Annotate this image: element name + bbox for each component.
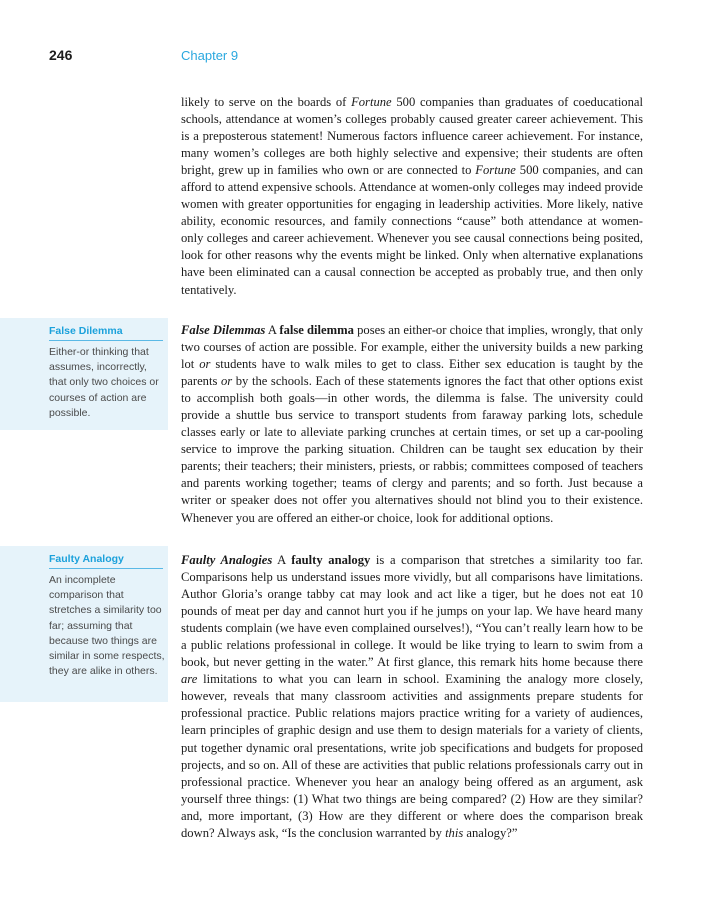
continued-paragraph: likely to serve on the boards of Fortune 500 companies than graduates of coeducational schools, attendance at women’s colleges probably caused greater career achievement. This is a preposterous statement! Numerous factors influence career achievement. For instance, many women’s colleges are both highly selective and expensive; their students are often bright, grew up in families who own or are connected to Fortune 500 companies, and can afford to attend expensive schools. Attendance at women-only colleges may indeed provide women with greater opportunities for engaging in leadership activities. More likely, native ability, economic resources, and family connections “cause” both attendance at women-only colleges and career achievement. Whenever you see causal connections being posited, look for other reasons why the events might be linked. Only when alternative explanations have been eliminated can a causal connection be accepted as probably true, and then only tentatively. [181, 95, 644, 297]
page-number: 246 [49, 47, 73, 63]
sidebar-definition: An incomplete comparison that stretches a similarity too far; assuming that because two things are similar in some respects, they are alike in others. [49, 574, 165, 678]
italic-fortune: Fortune [475, 163, 516, 178]
sidebar-false-dilemma [0, 318, 168, 430]
section-heading: False Dilemmas [181, 323, 266, 337]
italic-fortune: Fortune [351, 95, 392, 109]
sidebar-definition: Either-or thinking that assumes, incorrectly, that only two choices or courses of action are possible. [49, 346, 159, 419]
key-term: faulty analogy [291, 553, 371, 567]
sidebar-term-title: Faulty Analogy [49, 553, 163, 569]
section-heading: Faulty Analogies [181, 553, 273, 567]
page-header [49, 47, 689, 67]
key-term: false dilemma [279, 323, 354, 337]
false-dilemma-paragraph: False Dilemmas A false dilemma poses an either-or choice that implies, wrongly, that only two courses of action are possible. For example, either the university builds a new parking lot or students have to walk miles to get to class. Either sex education is taught by the parents or by the schools. Each of these statements ignores the fact that other options exist to accomplish both goals—in other words, the dilemma is false. The university could provide a shuttle bus service to transport students from faraway parking lots, schedule classes early or late to alleviate parking crunches at certain times, or set up a car-pooling service to improve the parking situation. Children can be taught sex education by their parents; their teachers; their ministers, priests, or rabbis; committees composed of teachers and parents working together; teams of clergy and parents; and so forth. Just because a writer or speaker does not offer you alternatives should not blind you to their existence. Whenever you are offered an either-or choice, look for additional options. [181, 323, 644, 525]
chapter-label: Chapter 9 [181, 48, 239, 63]
sidebar-term-title: False Dilemma [49, 325, 163, 341]
sidebar-faulty-analogy [0, 546, 168, 702]
faulty-analogy-paragraph: Faulty Analogies A faulty analogy is a comparison that stretches a similarity too far. Comparisons help us understand issues more vividly, but all comparisons have limitations. Author Gloria’s orange tabby cat may look and act like a tiger, but he does not eat 10 pounds of meat per day and cannot hurt you if he jumps on your lap. We have heard many students complain (we have even complained ourselves!), “You can’t really learn how to be a public relations professional in college. It would be like trying to learn to swim from a book, but never getting in the water.” At first glance, this remark hits home because there are limitations to what you can learn in school. Examining the analogy more closely, however, reveals that many classroom activities and assignments prepare students for professional practice. Public relations majors practice writing for a variety of audiences, learn principles of graphic design and use them to design materials for a variety of clients, put together dynamic oral presentations, write job specifications and budgets for proposed projects, and so on. All of these are activities that public relations professionals carry out in professional practice. Whenever you hear an analogy being offered as an argument, ask yourself three things: (1) What two things are being compared? (2) How are they similar? and, more important, (3) How are they different or where does the comparison break down? Always ask, “Is the conclusion warranted by this analogy?” [181, 553, 643, 840]
